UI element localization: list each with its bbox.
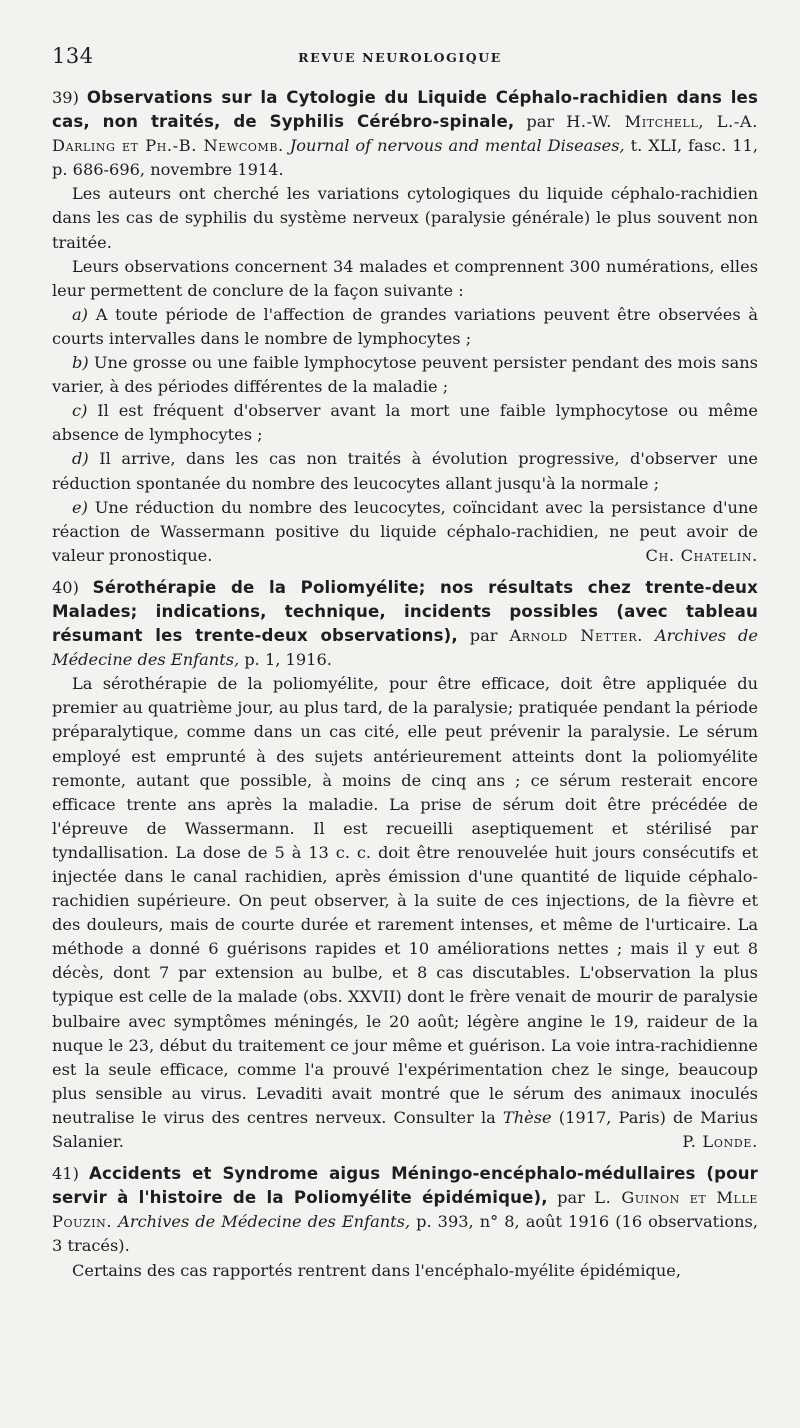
item-label: e)	[72, 497, 88, 517]
article-heading	[52, 1162, 758, 1258]
item-label: d)	[72, 449, 89, 469]
list-item	[52, 351, 758, 399]
page-header	[52, 44, 748, 68]
page-content	[52, 86, 758, 1287]
item-text: Une grosse ou une faible lymphocytose peuvent persister pendant des mois sans varier, à des périodes différentes de la maladie ;	[52, 353, 758, 397]
article-title: Observations sur la Cytologie du Liquide Céphalo-rachidien dans les cas, non traités, de Syphilis Cérébro-spinale,	[52, 88, 758, 132]
item-text: Il est fréquent d'observer avant la mort une faible lymphocytose ou même absence de lymphocytes ;	[52, 401, 758, 445]
body-text-end: (1917, Paris) de Marius Salanier.	[52, 1107, 758, 1152]
journal-name: Archives de Médecine des Enfants,	[52, 626, 758, 670]
citation: t. XLI, fasc. 11, p. 686-696, novembre 1914.	[52, 136, 758, 180]
reviewer-signature: Ch. Chatelin.	[645, 545, 758, 565]
paragraph: Les auteurs ont cherché les variations cytologiques du liquide céphalo-rachidien dans les cas de syphilis du système nerveux (paralysie générale) le plus souvent non traitée.	[52, 184, 758, 252]
citation: p. 393, n° 8, août 1916 (16 observations, 3 tracés).	[52, 1212, 758, 1256]
article-authors: H.-W. Mitchell, L.-A. Darling et Ph.-B. Newcomb.	[52, 112, 758, 156]
article-number: 39)	[52, 88, 79, 107]
citation: p. 1, 1916.	[244, 650, 332, 670]
article-authors: Arnold Netter.	[509, 626, 644, 646]
byline-prefix: par	[557, 1188, 585, 1208]
list-item	[52, 447, 758, 495]
article-number: 41)	[52, 1164, 79, 1184]
item-text: Une réduction du nombre des leucocytes, coïncidant avec la persistance d'une réaction de Wassermann positive du liquide céphalo-rachidien, ne peut avoir de valeur pronostique.	[52, 497, 758, 565]
item-text: A toute période de l'affection de grandes variations peuvent être observées à courts intervalles dans le nombre de lymphocytes ;	[52, 304, 758, 348]
list-item	[52, 303, 758, 351]
article-title: Accidents et Syndrome aigus Méningo-encéphalo-médullaires (pour servir à l'histoire de la Poliomyélite épidémique),	[52, 1164, 758, 1208]
item-label: c)	[72, 401, 88, 421]
list-item	[52, 496, 758, 568]
list-item	[52, 399, 758, 447]
page-number: 134	[52, 44, 94, 68]
article-authors: L. Guinon et Mlle Pouzin.	[52, 1188, 758, 1232]
article-41	[52, 1162, 758, 1282]
thesis-reference: Thèse	[502, 1107, 552, 1127]
article-title: Sérothérapie de la Poliomyélite; nos résultats chez trente-deux Malades; indications, technique, incidents possibles (avec tableau résumant les trente-deux observations),	[52, 577, 758, 646]
paragraph	[52, 672, 758, 1154]
body-text: La sérothérapie de la poliomyélite, pour être efficace, doit être appliquée du premier au quatrième jour, au plus tard, de la paralysie; pratiquée pendant la période préparalytique, comme dans un cas cité, elle peut prévenir la paralysie. Le sérum employé est emprunté à des sujets antérieurement atteints dont la poliomyélite remonte, autant que possible, à moins de cinq ans ; ce sérum resterait encore efficace trente ans après la maladie. La prise de sérum doit être précédée de l'épreuve de Wassermann. Il est recueilli aseptiquement et stérilisé par tyndallisation. La dose de 5 à 13 c. c. doit être renouvelée huit jours consécutifs et injectée dans le canal rachidien, après émission d'une quantité de liquide céphalo-rachidien supérieure. On peut observer, à la suite de ces injections, de la fièvre et des douleurs, mais de courte durée et rarement intenses, et même de l'urticaire. La méthode a donné 6 guérisons rapides et 10 améliorations nettes ; mais il y eut 8 décès, dont 7 par extension au bulbe, et 8 cas discutables. L'observation la plus typique est celle de la malade (obs. XXVII) dont le frère venait de mourir de paralysie bulbaire avec symptômes méningés, le 20 août; légère angine le 19, raideur de la nuque le 23, début du traitement ce jour même et guérison. La voie intra-rachidienne est la seule efficace, comme l'a prouvé l'expérimentation chez le singe, beaucoup plus sensible au virus. Levaditi avait montré que le sérum des animaux inoculés neutralise le virus des centres nerveux. Consulter la	[52, 674, 758, 1127]
item-text: Il arrive, dans les cas non traités à évolution progressive, d'observer une réduction spontanée du nombre des leucocytes allant jusqu'à la normale ;	[52, 449, 758, 493]
article-heading	[52, 86, 758, 182]
item-label: a)	[72, 304, 88, 324]
journal-name: Journal of nervous and mental Diseases,	[289, 136, 625, 156]
running-head: REVUE NEUROLOGIQUE	[298, 50, 502, 65]
article-40	[52, 576, 758, 1154]
byline-prefix: par	[526, 112, 555, 132]
reviewer-signature: P. Londe.	[682, 1132, 758, 1152]
journal-name: Archives de Médecine des Enfants,	[118, 1212, 411, 1232]
item-label: b)	[72, 353, 89, 373]
article-heading	[52, 576, 758, 672]
byline-prefix: par	[469, 626, 498, 646]
paragraph: Leurs observations concernent 34 malades et comprennent 300 numérations, elles leur permettent de conclure de la façon suivante :	[52, 256, 758, 300]
article-39	[52, 86, 758, 568]
article-number: 40)	[52, 577, 79, 597]
paragraph: Certains des cas rapportés rentrent dans l'encéphalo-myélite épidémique,	[72, 1260, 682, 1280]
